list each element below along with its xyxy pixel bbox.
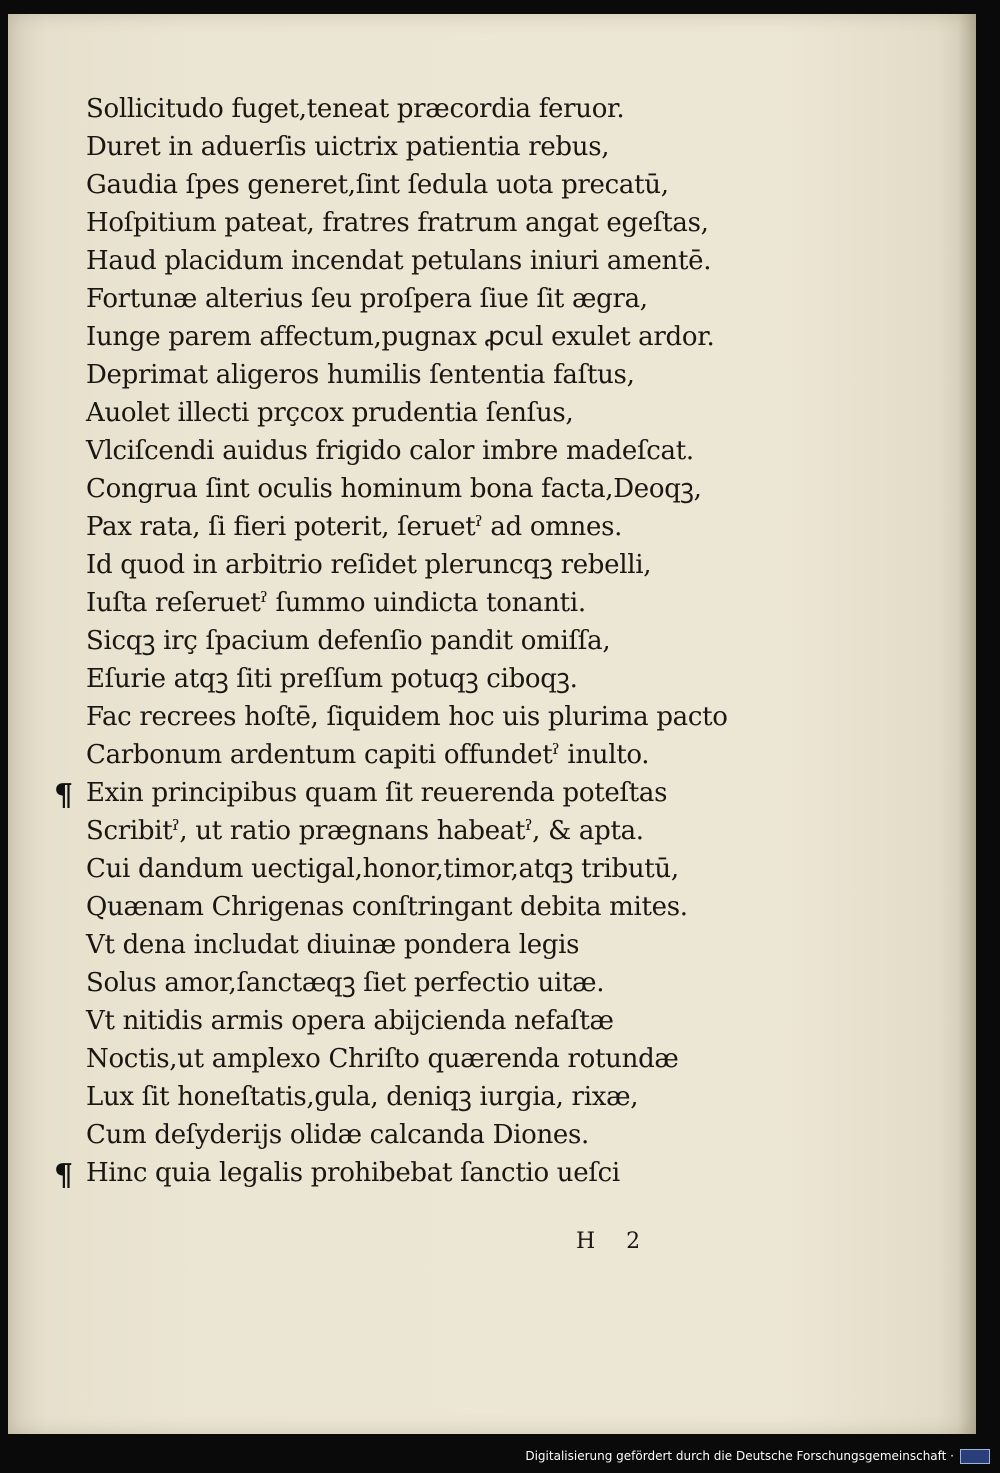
text-line: Hoſpitium pateat, fratres fratrum angat egeſtas, [86, 208, 709, 238]
text-line: Sollicitudo fuget,teneat præcordia feruor. [86, 94, 625, 124]
text-line: Cui dandum uectigal,honor,timor,atqꝫ tributū, [86, 854, 679, 884]
dfg-logo-icon [960, 1449, 990, 1464]
text-line: Vt nitidis armis opera abijcienda nefaſtæ [86, 1006, 614, 1036]
text-line: Haud placidum incendat petulans iniuri amentē. [86, 246, 712, 276]
text-line: Scribitˀ, ut ratio prægnans habeatˀ, & apta. [86, 816, 644, 846]
text-line: Congrua ſint oculis hominum bona facta,Deoqꝫ, [86, 474, 702, 504]
text-line: Exin principibus quam ſit reuerenda poteſtas [86, 778, 668, 808]
credit-text: Digitalisierung gefördert durch die Deutsche Forschungsgemeinschaft · [525, 1449, 954, 1463]
text-line: Solus amor,ſanctæqꝫ ſiet perfectio uitæ. [86, 968, 605, 998]
text-line: Iunge parem affectum,pugnax ꝓcul exulet ardor. [86, 322, 715, 352]
digitization-credit [525, 1443, 990, 1469]
text-line: Lux ſit honeſtatis,gula, deniqꝫ iurgia, rixæ, [86, 1082, 639, 1112]
paragraph-mark: ¶ [54, 778, 74, 813]
text-line: Sicqꝫ irç ſpacium defenſio pandit omiſſa, [86, 626, 611, 656]
text-line: Noctis,ut amplexo Chriſto quærenda rotundæ [86, 1044, 679, 1074]
text-line: Vt dena includat diuinæ pondera legis [86, 930, 580, 960]
text-line: Eſurie atqꝫ ſiti preſſum potuqꝫ ciboqꝫ. [86, 664, 578, 694]
paragraph-mark: ¶ [54, 1158, 74, 1193]
text-line: Fac recrees hoſtē, ſiquidem hoc uis plurima pacto [86, 702, 728, 732]
text-line: Deprimat aligeros humilis ſententia faſtus, [86, 360, 635, 390]
text-line: Carbonum ardentum capiti offundetˀ inulto. [86, 740, 650, 770]
text-line: Duret in aduerſis uictrix patientia rebus, [86, 132, 610, 162]
text-line: Pax rata, ſi fieri poterit, ſeruetˀ ad omnes. [86, 512, 623, 542]
text-line: Fortunæ alterius ſeu proſpera ſiue ſit ægra, [86, 284, 648, 314]
text-line: Iuſta reſeruetˀ ſummo uindicta tonanti. [86, 588, 586, 618]
text-line: Gaudia ſpes generet,ſint ſedula uota precatū, [86, 170, 669, 200]
page-edge-shadow [958, 14, 976, 1434]
text-line: Quænam Chrigenas conſtringant debita mites. [86, 892, 688, 922]
text-line: Auolet illecti prçcox prudentia ſenſus, [86, 398, 574, 428]
text-line: Vlciſcendi auidus frigido calor imbre madeſcat. [86, 436, 694, 466]
book-page [8, 14, 976, 1434]
text-line: Hinc quia legalis prohibebat ſanctio ueſci [86, 1158, 620, 1188]
text-line: Cum deſyderijs olidæ calcanda Diones. [86, 1120, 590, 1150]
signature-mark: H 2 [576, 1229, 641, 1254]
text-line: Id quod in arbitrio reſidet pleruncqꝫ rebelli, [86, 550, 652, 580]
